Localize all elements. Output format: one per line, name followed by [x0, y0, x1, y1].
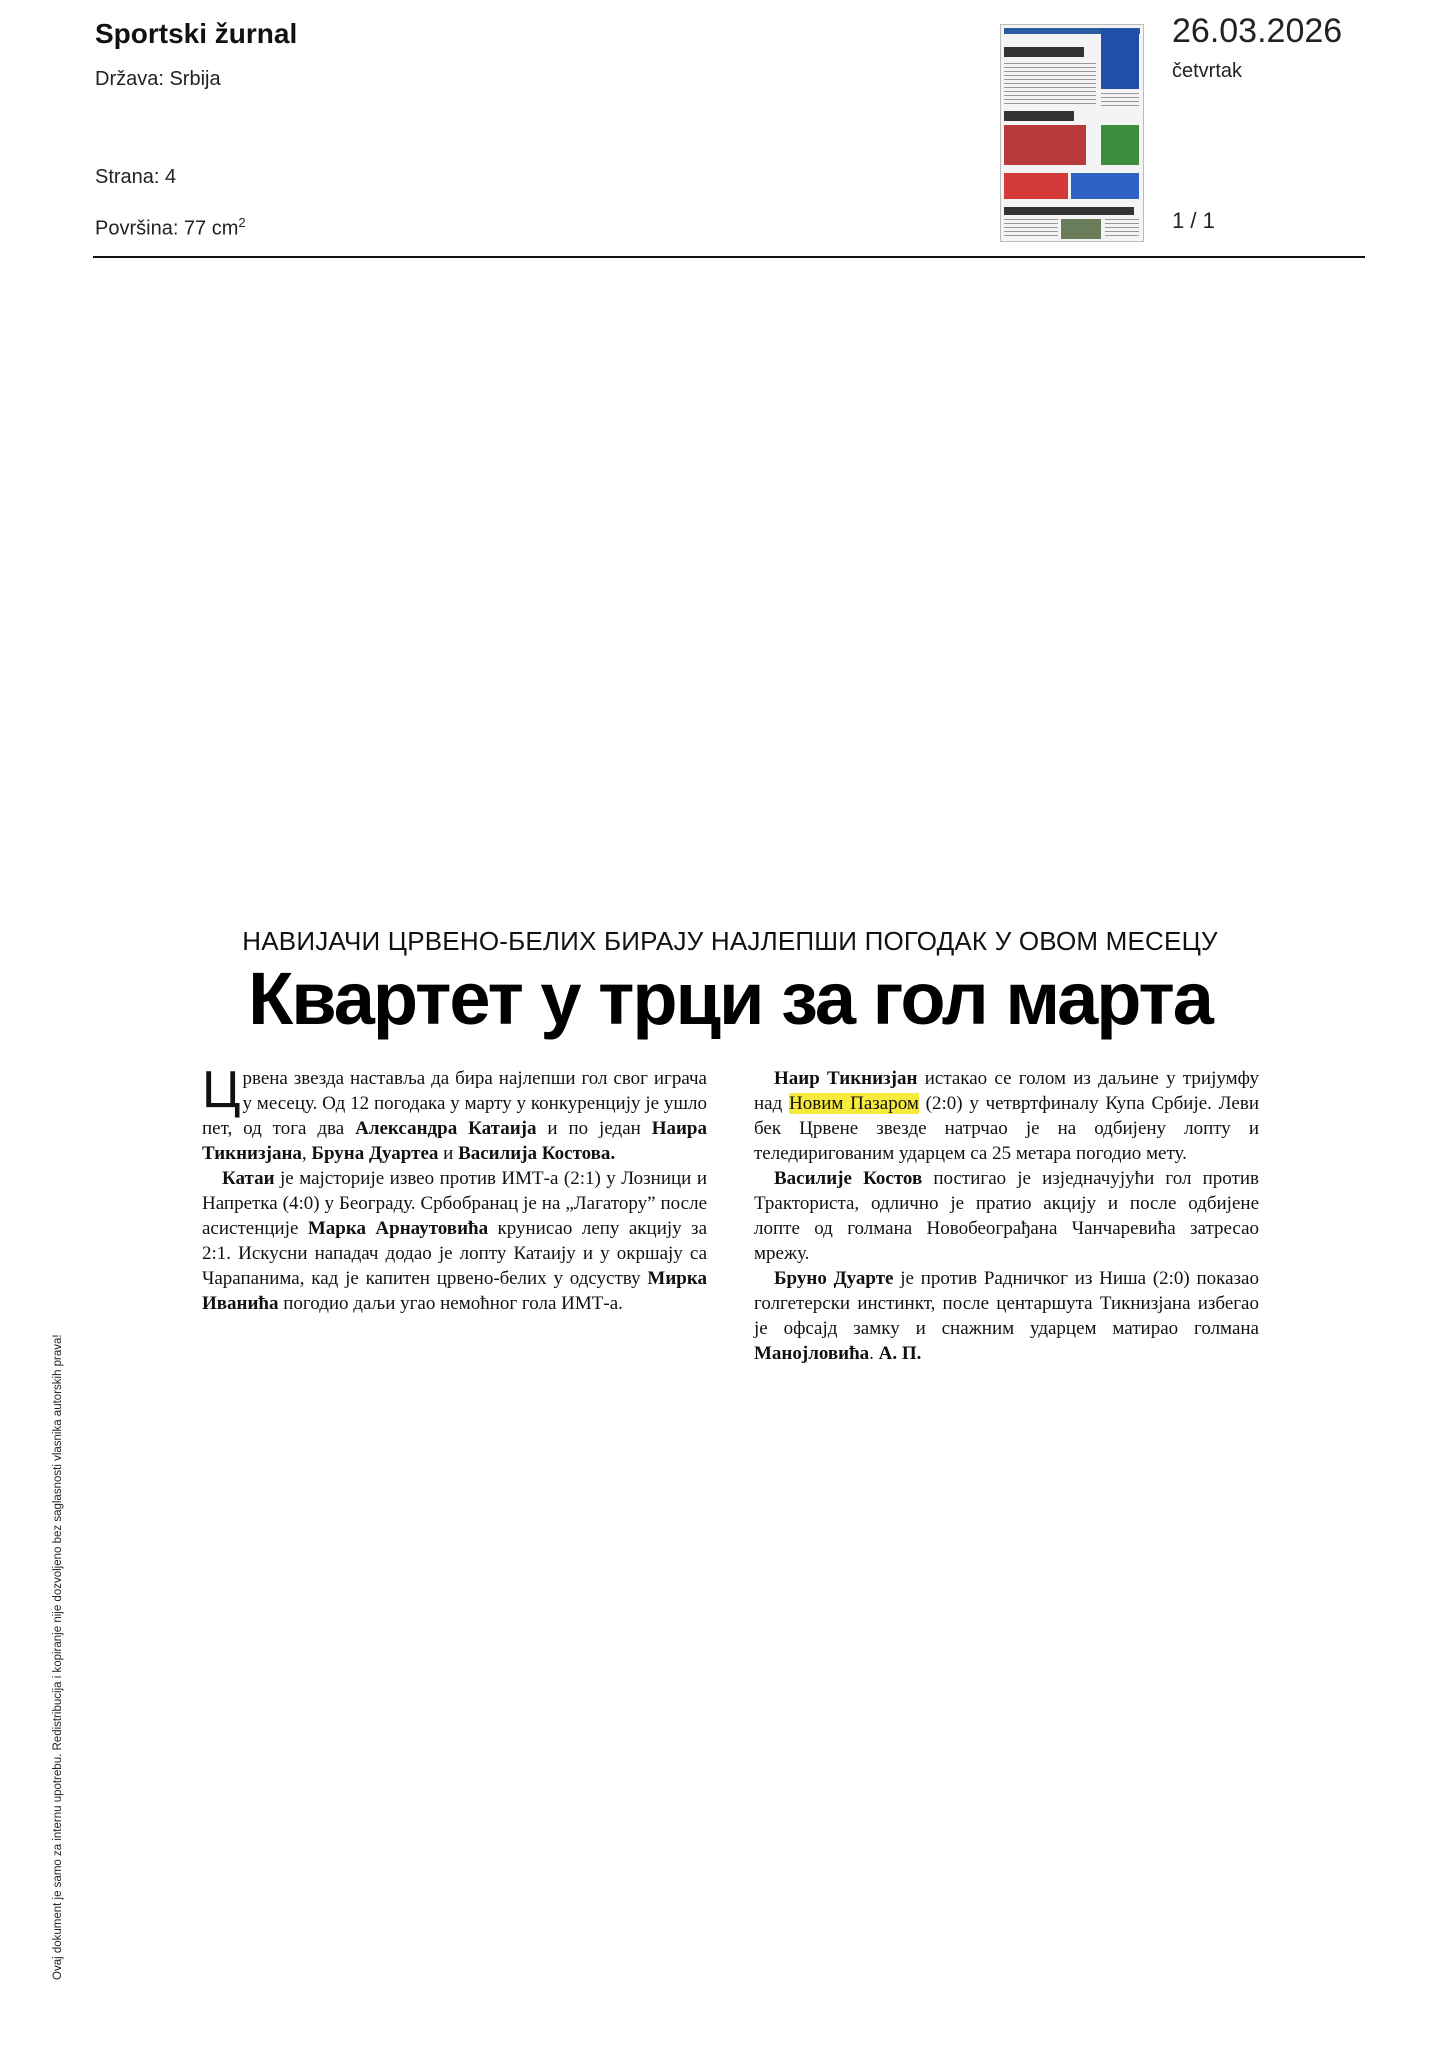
- thumb-headline-bar: [1004, 47, 1084, 57]
- article-column-right: [754, 1066, 1259, 1366]
- text-run: ,: [301, 1143, 312, 1164]
- bold-name: Василије Костов: [774, 1168, 923, 1189]
- author-initials: А. П.: [878, 1343, 922, 1364]
- area-label: [95, 215, 246, 241]
- highlighted-term: Новим Пазаром: [789, 1093, 919, 1114]
- bold-name: Василија Костова: [458, 1143, 611, 1164]
- thumb-headline-bar: [1004, 111, 1074, 121]
- paragraph: [202, 1166, 707, 1316]
- country-label: Država: Srbija: [95, 68, 221, 90]
- paragraph: [754, 1066, 1259, 1166]
- article-kicker: НАВИЈАЧИ ЦРВЕНО-БЕЛИХ БИРАЈУ НАЈЛЕПШИ ПОГОДАК У ОВОМ МЕСЕЦУ: [242, 926, 1218, 956]
- thumb-red-box: [1004, 173, 1068, 199]
- issue-weekday: četvrtak: [1172, 60, 1243, 82]
- text-run: истакао се голом из даљине у тријумфу над: [754, 1068, 1259, 1114]
- thumb-text-lines: [1004, 219, 1058, 239]
- paragraph: [202, 1061, 707, 1166]
- bold-name: Катаи: [222, 1168, 275, 1189]
- issue-date: 26.03.2026: [1172, 12, 1343, 50]
- copyright-watermark: Ovaj dokument je samo za internu upotrebu. Redistribucija i kopiranje nije dozvoljeno bez saglasnosti vlasnika autorskih prava!: [52, 1334, 64, 1980]
- drop-cap: Ц: [202, 1061, 241, 1119]
- thumb-blue-table: [1071, 173, 1139, 199]
- area-value: Površina: 77 cm: [95, 217, 239, 240]
- thumb-player-photo: [1101, 29, 1139, 89]
- text-run: .: [869, 1343, 879, 1364]
- article-headline: Квартет у трци за гол марта: [248, 957, 1212, 1040]
- page-number-label: Strana: 4: [95, 166, 177, 188]
- bold-name: Марка Арнаутовића: [307, 1218, 489, 1239]
- text-run: је мајсторије извео против ИМТ-а (2:1) у Лозници и Напретка (4:0) у Београду. Србобранац је на „Лагатору” после асистенције: [202, 1168, 707, 1239]
- paragraph: [754, 1266, 1259, 1366]
- bold-name: Наира Тикнизјана: [202, 1118, 707, 1164]
- thumb-photo: [1061, 219, 1101, 239]
- bold-name: Бруно Дуарте: [774, 1268, 894, 1289]
- page-thumbnail[interactable]: [1000, 24, 1144, 242]
- article-column-left: [202, 1061, 707, 1316]
- thumb-text-lines: [1101, 93, 1139, 109]
- bold-name: Наир Тикнизјан: [774, 1068, 918, 1089]
- text-run: је против Радничког из Ниша (2:0) показао голгетерски инстинкт, после центаршута Тикнизјана избегао је офсајд замку и снажним ударцем матирао голмана: [754, 1268, 1259, 1339]
- text-run: погодио даљи угао немоћног гола ИМТ-а.: [278, 1293, 623, 1314]
- bold-name: Александра Катаија: [355, 1118, 537, 1139]
- text-run: постигао је изједначујући гол против Тракториста, одлично је пратио акцију и после одбијене лопте од голмана Новобеограђана Чанчаревића затресао мрежу.: [754, 1168, 1259, 1264]
- thumb-text-lines: [1004, 63, 1096, 107]
- bold-name: Бруна Дуартеа: [311, 1143, 439, 1164]
- page-counter: 1 / 1: [1172, 208, 1215, 233]
- bold-name: Мирка Иванића: [202, 1268, 707, 1314]
- area-unit-superscript: 2: [238, 215, 246, 230]
- text-run: крунисао лепу акцију за 2:1. Искусни нападач додао је лопту Катаију и у окршају са Чарапанима, кад је капитен црвено-белих у одсуству: [202, 1218, 707, 1289]
- bold-name: Манојловића: [754, 1343, 870, 1364]
- text-run: (2:0) у четвртфиналу Купа Србије. Леви бек Црвене звезде натрчао је на одбијену лопту и теледиригованим ударцем са 25 метара погодио мету.: [754, 1093, 1259, 1164]
- thumb-team-photo: [1004, 125, 1086, 165]
- thumb-field-photo: [1101, 125, 1139, 165]
- publication-name: Sportski žurnal: [95, 18, 298, 49]
- header-divider: [93, 256, 1365, 258]
- text-run: и по један: [536, 1118, 652, 1139]
- text-run: .: [610, 1143, 616, 1164]
- thumb-headline-bar: [1004, 207, 1134, 215]
- paragraph: [754, 1166, 1259, 1266]
- text-run: и: [438, 1143, 459, 1164]
- thumb-text-lines: [1105, 219, 1139, 239]
- text-run: рвена звезда наставља да бира најлепши гол свог играча у месецу. Од 12 погодака у марту у конкуренцију је ушло пет, од тога два: [202, 1068, 707, 1139]
